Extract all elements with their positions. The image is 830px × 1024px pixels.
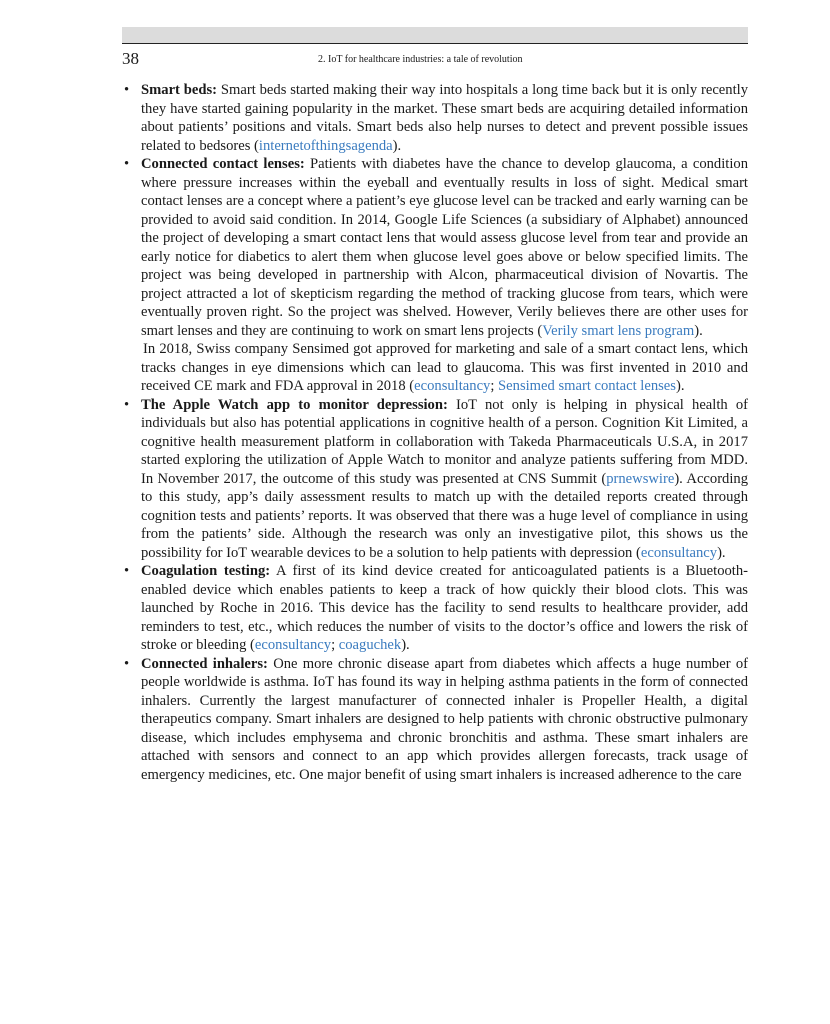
- bullet-text-end: ).: [392, 137, 402, 154]
- bullet-term: Connected contact lenses:: [141, 156, 305, 172]
- bullet-term: The Apple Watch app to monitor depression:: [141, 396, 448, 413]
- bullet-connected-contact-lenses: [122, 155, 748, 396]
- header-band: [122, 27, 748, 43]
- header-rule: [122, 43, 748, 44]
- bullet-text: Patients with diabetes have the chance to develop glaucoma, a condition where pressure increases within the eyeball and eventually results in loss of sight. Medical smart contact lenses are a concept where a patient’s eye glucose level can be tracked and early warning can be provided to avoid said condition. In 2014, Google Life Sciences (a subsidiary of Alphabet) announced the project of developing a smart contact lens that would assess glucose level from tear and provide an early notice for diabetics to alert them when glucose level goes above or below specified limits. The project was being developed in partnership with Alcon, pharmaceutical division of Novartis. The project attracted a lot of skepticism regarding the method of tracking glucose from tears, which were eventually proven right. So the project was shelved. However, Verily believes there are other uses for smart lenses and they are continuing to work on smart lens projects (: [141, 156, 748, 339]
- running-head: 2. IoT for healthcare industries: a tale of revolution: [318, 54, 523, 65]
- bullet-text-mid: ). According to this study, app’s daily assessment results to match up with the detailed reports created through cognition tests and patients’ reports. It was observed that there was a huge level of compliance in using from the patients’ side. Although the research was only an investigative pilot, this shows us the possibility for IoT wearable devices to be a solution to help patients with depression (: [141, 470, 748, 561]
- bullet-term: Coagulation testing:: [141, 563, 271, 579]
- bullet-smart-beds: [122, 81, 748, 155]
- citation-link[interactable]: econsultancy: [414, 378, 491, 394]
- citation-link[interactable]: Sensimed smart contact lenses: [498, 378, 676, 394]
- bullet-text-end: ).: [675, 378, 685, 394]
- citation-link[interactable]: econsultancy: [640, 544, 718, 561]
- bullet-text: One more chronic disease apart from diabetes which affects a huge number of people worldwide is asthma. IoT has found its way in helping asthma patients in the form of connected inhalers. Currently the largest manufacturer of connected inhaler is Propeller Health, a digital therapeutics company. Smart inhalers are designed to help patients with chronic obstructive pulmonary disease, which includes emphysema and chronic bronchitis and asthma. These smart inhalers are attached with sensors and connect to an app which provides allergen forecasts, track usage of emergency medicines, etc. One major benefit of using smart inhalers is increased adherence to the care: [141, 655, 748, 783]
- bullet-text: A first of its kind device created for anticoagulated patients is a Bluetooth-enabled device which enables patients to keep a track of how quickly their blood clots. This was launched by Roche in 2016. This device has the facility to send results to healthcare provider, add reminders to test, etc., which reduces the number of visits to the doctor’s office and lowers the risk of stroke or bleeding (: [141, 563, 748, 653]
- sub-paragraph-text: In 2018, Swiss company Sensimed got approved for marketing and sale of a smart contact lens, which tracks changes in eye dimensions which can lead to glaucoma. This was first invented in 2010 and received CE mark and FDA approval in 2018 (: [141, 341, 748, 394]
- bullet-list: [122, 81, 748, 784]
- page-number: 38: [122, 49, 139, 68]
- bullet-connected-inhalers: [122, 655, 748, 785]
- citation-link[interactable]: Verily smart lens program: [542, 322, 695, 339]
- bullet-text: Smart beds started making their way into hospitals a long time back but it is only recently they have started gaining popularity in the market. These smart beds are acquiring detailed information about patients’ positions and vitals. Smart beds also help nurses to detect and prevent possible issues related to bedsores (: [141, 82, 748, 154]
- citation-separator: ;: [490, 378, 499, 394]
- citation-link[interactable]: econsultancy: [254, 637, 332, 653]
- bullet-term: Smart beds:: [141, 82, 218, 98]
- bullet-apple-watch-app: [122, 396, 748, 563]
- citation-separator: ;: [331, 637, 339, 653]
- bullet-term: Connected inhalers:: [141, 655, 268, 672]
- citation-link[interactable]: coaguchek: [338, 637, 402, 653]
- citation-link[interactable]: internetofthingsagenda: [258, 137, 393, 154]
- sub-paragraph: [141, 340, 748, 396]
- bullet-text-end: ).: [401, 637, 410, 653]
- bullet-text-end: ).: [717, 544, 726, 561]
- citation-link[interactable]: prnewswire: [606, 470, 675, 487]
- body-content: [122, 81, 748, 784]
- bullet-coagulation-testing: [122, 562, 748, 655]
- bullet-text: IoT not only is helping in physical health of individuals but also has potential applications in cognitive health of a person. Cognition Kit Limited, a cognitive health measurement platform in collaboration with Takeda Pharmaceuticals U.S.A, in 2017 started exploring the utilization of Apple Watch to monitor and analyze patients suffering from MDD. In November 2017, the outcome of this study was presented at CNS Summit (: [141, 396, 749, 487]
- bullet-text-end: ).: [694, 322, 703, 339]
